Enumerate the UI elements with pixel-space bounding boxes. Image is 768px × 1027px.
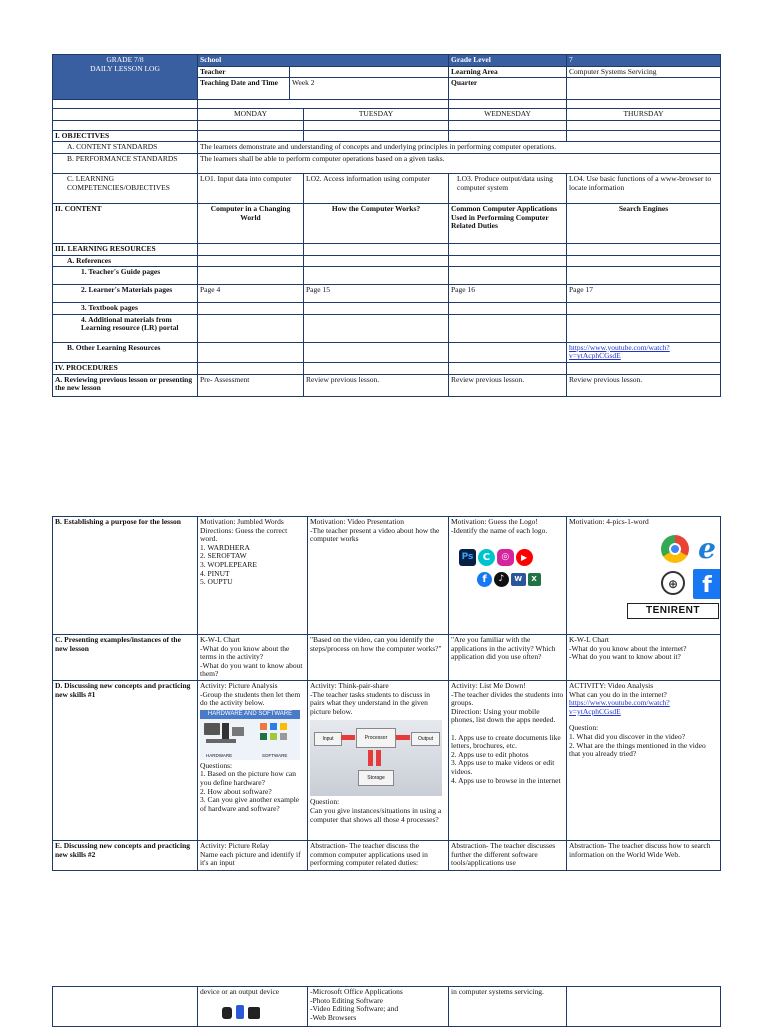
procedure-f-wednesday: in computer systems servicing.: [449, 987, 567, 1027]
teacher-label: Teacher: [198, 66, 290, 78]
dll-table-page2: [52, 516, 721, 871]
procedure-c-thursday: K-W-L Chart -What do you know about the internet? -What do you want to know about it?: [567, 635, 721, 681]
procedure-e-label: E. Discussing new concepts and practicing new skills #2: [53, 841, 198, 871]
procedure-d-thursday-cell: [567, 681, 721, 841]
mouse-icon: [222, 1007, 232, 1019]
hardware-caption: HARDWARE: [206, 752, 233, 758]
procedure-d-monday: Activity: Picture Analysis -Group the students then let them do the activity below.: [200, 681, 301, 708]
procedure-b-thursday-cell: [567, 517, 721, 635]
day-thursday: THURSDAY: [567, 109, 721, 121]
software-caption: SOFTWARE: [262, 752, 288, 758]
excel-icon: X: [528, 573, 541, 586]
procedure-e-thursday: Abstraction- The teacher discuss how to search information on the World Wide Web.: [567, 841, 721, 871]
procedure-c-label: C. Presenting examples/instances of the new lesson: [53, 635, 198, 681]
apple-icon: [280, 733, 287, 740]
processor-box: Processor: [356, 728, 396, 748]
procedure-c-monday: K-W-L Chart -What do you know about the terms in the activity? -What do you want to know about them?: [198, 635, 308, 681]
day-wednesday: WEDNESDAY: [449, 109, 567, 121]
competency-monday: LO1. Input data into computer: [198, 173, 304, 203]
learners-materials-label: 2. Learner's Materials pages: [53, 285, 198, 303]
grade-header-cell: [53, 55, 198, 100]
content-standards-label: A. CONTENT STANDARDS: [53, 142, 198, 154]
browser-app-icon: [270, 723, 277, 730]
output-box: Output: [411, 732, 440, 746]
references-label: A. References: [53, 255, 198, 267]
teaching-date-label: Teaching Date and Time: [198, 78, 290, 100]
procedure-a-label: A. Reviewing previous lesson or presenting the new lesson: [53, 374, 198, 396]
chrome-app-icon: [280, 723, 287, 730]
android-icon: [270, 733, 277, 740]
procedure-e-wednesday: Abstraction- The teacher discusses further the different software tools/applications use: [449, 841, 567, 871]
printer-icon: [232, 727, 244, 736]
hardware-software-picture: [200, 710, 300, 760]
content-monday: Computer in a Changing World: [198, 203, 304, 243]
procedure-e-monday: Activity: Picture Relay Name each picture and identify if it's an input: [198, 841, 308, 871]
procedure-f-tuesday: -Microsoft Office Applications -Photo Editing Software -Video Editing Software; and -Web Browsers: [308, 987, 449, 1027]
content-wednesday: Common Computer Applications Used in Performing Computer Related Duties: [449, 203, 567, 243]
keyboard-icon: [206, 739, 236, 743]
procedure-b-monday: Motivation: Jumbled Words Directions: Guess the correct word. 1. WARDHERA 2. SEROFTAW 3. WOPLEPEARE 4. PINUT 5. OUPTU: [198, 517, 308, 635]
procedure-f-thursday: [567, 987, 721, 1027]
office-app-icon: [260, 723, 267, 730]
competency-tuesday: LO2. Access information using computer: [304, 173, 449, 203]
internet-explorer-icon: e: [698, 531, 716, 565]
lm-page-thursday: Page 17: [567, 285, 721, 303]
procedure-b-thursday: Motivation: 4-pics-1-word: [569, 517, 649, 526]
procedure-d-monday-questions: Questions: 1. Based on the picture how can you define hardware? 2. How about software? 3. Can you give another example of hardware and software?: [200, 760, 300, 813]
grade-label: GRADE 7/8: [106, 55, 144, 64]
procedure-e-tuesday: Abstraction- The teacher discuss the common computer applications used in performing computer related duties:: [308, 841, 449, 871]
procedure-d-tuesday: Activity: Think-pair-share -The teacher tasks students to discuss in pairs what they understand in the given picture below.: [310, 681, 430, 716]
dll-table-page1: [52, 54, 721, 397]
hw-sw-banner: HARDWARE AND SOFTWARE: [200, 710, 300, 719]
arrow-down-icon: [376, 750, 381, 766]
lm-page-wednesday: Page 16: [449, 285, 567, 303]
dll-table-page3: [52, 986, 721, 1027]
device-pictures: [200, 1003, 305, 1019]
lm-page-tuesday: Page 15: [304, 285, 449, 303]
objectives-title: I. OBJECTIVES: [53, 130, 198, 142]
procedure-d-thursday-questions: Question: 1. What did you discover in the video? 2. What are the things mentioned in the video that you already tried?: [569, 723, 706, 759]
procedure-f-label: [53, 987, 198, 1027]
dll-label: DAILY LESSON LOG: [90, 63, 160, 73]
learning-area-label: Learning Area: [449, 66, 567, 78]
ipo-diagram: [310, 720, 442, 796]
procedure-d-monday-cell: [198, 681, 308, 841]
textbook-label: 3. Textbook pages: [53, 303, 198, 315]
performance-standards-label: B. PERFORMANCE STANDARDS: [53, 153, 198, 173]
procedure-b-wednesday-cell: [449, 517, 567, 635]
procedure-a-monday: Pre- Assessment: [198, 374, 304, 396]
procedure-b-label: B. Establishing a purpose for the lesson: [53, 517, 198, 635]
instagram-icon: ◎: [497, 549, 514, 566]
youtube-link[interactable]: https://www.youtube.com/watch?v=ytAcphCGsdE: [569, 342, 670, 361]
facebook-logo-icon: f: [693, 569, 721, 599]
teaching-date-value: Week 2: [290, 78, 449, 100]
procedure-b-tuesday: Motivation: Video Presentation -The teacher present a video about how the computer works: [308, 517, 449, 635]
excel-app-icon: [260, 733, 267, 740]
other-resources-label: B. Other Learning Resources: [53, 342, 198, 362]
speaker-icon: [248, 1007, 260, 1019]
content-title: II. CONTENT: [53, 203, 198, 243]
day-tuesday: TUESDAY: [304, 109, 449, 121]
procedure-d-tuesday-cell: [308, 681, 449, 841]
video-analysis-link[interactable]: https://www.youtube.com/watch?v=ytAcphCGsdE: [569, 698, 670, 716]
content-tuesday: How the Computer Works?: [304, 203, 449, 243]
grade-level-value: 7: [567, 55, 721, 67]
storage-box: Storage: [358, 770, 394, 786]
procedures-title: IV. PROCEDURES: [53, 362, 198, 374]
resources-title: III. LEARNING RESOURCES: [53, 243, 198, 255]
procedure-c-tuesday: "Based on the video, can you identify the steps/process on how the computer works?": [308, 635, 449, 681]
cpu-tower-icon: [222, 723, 229, 739]
www-globe-icon: ⊕: [661, 571, 685, 595]
teachers-guide-label: 1. Teacher's Guide pages: [53, 267, 198, 285]
teacher-value: [290, 66, 449, 78]
procedure-a-tuesday: Review previous lesson.: [304, 374, 449, 396]
learning-area-value: Computer Systems Servicing: [567, 66, 721, 78]
day-monday: MONDAY: [198, 109, 304, 121]
school-label: School: [198, 55, 449, 67]
competency-wednesday: LO3. Produce output/data using computer system: [449, 173, 567, 203]
grade-level-label: Grade Level: [449, 55, 567, 67]
logo-row-1: [451, 549, 564, 566]
monitor-icon: [204, 723, 220, 735]
additional-materials-label: 4. Additional materials from Learning resource (LR) portal: [53, 314, 198, 342]
youtube-icon: ▶: [516, 549, 533, 566]
competencies-label: C. LEARNING COMPETENCIES/OBJECTIVES: [53, 173, 198, 203]
arrow-right-icon: [396, 735, 410, 740]
canva-icon: C: [478, 549, 495, 566]
photoshop-icon: Ps: [459, 549, 476, 566]
procedure-d-label: D. Discussing new concepts and practicing new skills #1: [53, 681, 198, 841]
competency-thursday: LO4. Use basic functions of a www-browser to locate information: [567, 173, 721, 203]
content-standards-value: The learners demonstrate and understanding of concepts and underlying principles in performing computer operations.: [198, 142, 721, 154]
quarter-label: Quarter: [449, 78, 567, 100]
procedure-d-wednesday: Activity: List Me Down! -The teacher divides the students into groups. Direction: Using your mobile phones, list down the apps needed. 1. Apps use to create documents like letters, brochures, etc. 2. Apps use to edit photos 3. Apps use to make videos or edit videos. 4. Apps use to browse in the internet: [449, 681, 567, 841]
tiktok-icon: ♪: [494, 572, 509, 587]
procedure-d-tuesday-question: Question: Can you give instances/situations in using a computer that shows all those 4 processes?: [310, 797, 442, 824]
chrome-icon: [661, 535, 689, 563]
performance-standards-value: The learners shall be able to perform computer operations based on a given tasks.: [198, 153, 721, 173]
quarter-value: [567, 78, 721, 100]
logo-row-2: [451, 572, 564, 587]
input-box: Input: [314, 732, 342, 746]
arrow-right-icon: [341, 735, 355, 740]
procedure-f-monday: device or an output device: [200, 987, 280, 996]
procedure-a-wednesday: Review previous lesson.: [449, 374, 567, 396]
procedure-c-wednesday: "Are you familiar with the applications in the activity? Which application did you use often?: [449, 635, 567, 681]
procedure-a-thursday: Review previous lesson.: [567, 374, 721, 396]
procedure-d-thursday: ACTIVITY: Video Analysis What can you do in the internet?: [569, 681, 667, 699]
facebook-icon: f: [477, 572, 492, 587]
procedure-b-wednesday: Motivation: Guess the Logo! -Identify the name of each logo.: [451, 517, 548, 535]
lm-page-monday: Page 4: [198, 285, 304, 303]
procedure-f-monday-cell: [198, 987, 308, 1027]
four-pics-grid: [569, 533, 718, 611]
content-thursday: Search Engines: [567, 203, 721, 243]
puzzle-answer: TENIRENT: [627, 603, 719, 619]
word-icon: W: [511, 573, 526, 586]
arrow-up-icon: [368, 750, 373, 766]
usb-drive-icon: [236, 1005, 244, 1019]
